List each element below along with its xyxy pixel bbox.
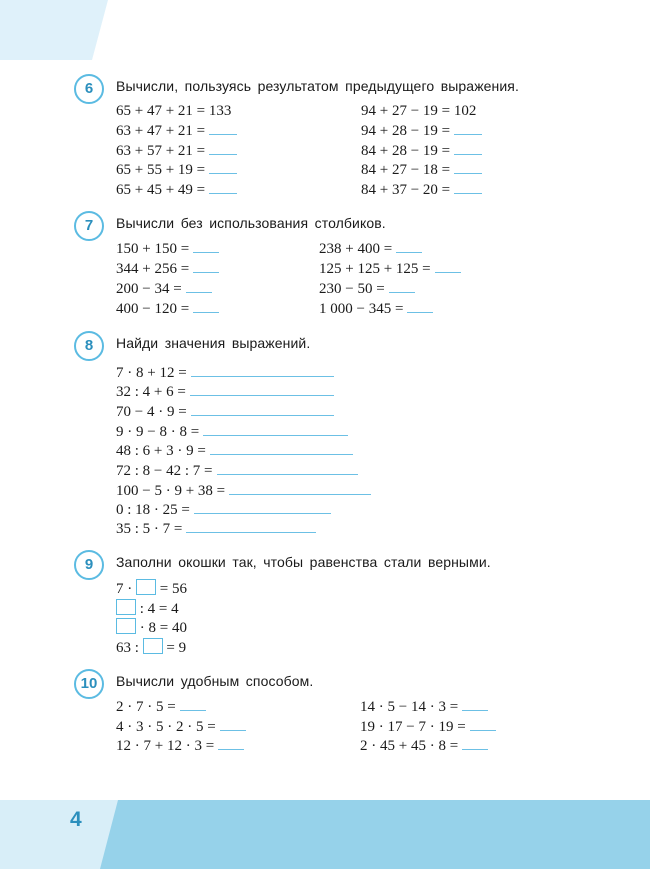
task-number: 6 (74, 74, 104, 104)
answer-line[interactable] (203, 423, 348, 436)
expression: 84 + 28 − 19 = (361, 141, 482, 161)
footer-decor-band (0, 800, 650, 869)
expression: 19 · 17 − 7 · 19 = (360, 717, 496, 737)
expression: 150 + 150 = (116, 239, 219, 259)
expression: 32 : 4 + 6 = (116, 382, 334, 402)
answer-blank[interactable] (454, 122, 482, 135)
expression: 7 · = 56 (116, 581, 187, 597)
expression: 230 − 50 = (319, 279, 415, 299)
answer-blank[interactable] (407, 300, 433, 313)
answer-blank[interactable] (193, 240, 219, 253)
expression: 9 · 9 − 8 · 8 = (116, 422, 348, 442)
expression: 94 + 28 − 19 = (361, 121, 482, 141)
task-instruction: Найди значения выражений. (116, 335, 311, 351)
answer-blank[interactable] (470, 718, 496, 731)
expression: 2 · 45 + 45 · 8 = (360, 736, 488, 756)
answer-blank[interactable] (209, 181, 237, 194)
expression: 7 · 8 + 12 = (116, 363, 334, 383)
answer-line[interactable] (210, 442, 353, 455)
task-9 (74, 550, 634, 662)
expression: 14 · 5 − 14 · 3 = (360, 697, 488, 717)
answer-blank[interactable] (209, 161, 237, 174)
expression: 0 : 18 · 25 = (116, 500, 331, 520)
expression: 400 − 120 = (116, 299, 219, 319)
answer-blank[interactable] (193, 260, 219, 273)
expression: 63 + 57 + 21 = (116, 141, 237, 161)
expression: 63 + 47 + 21 = (116, 121, 237, 141)
task-10 (74, 669, 634, 761)
answer-line[interactable] (190, 383, 334, 396)
expression: : 4 = 4 (116, 599, 179, 619)
task-6 (74, 74, 634, 204)
expression: 84 + 27 − 18 = (361, 160, 482, 180)
answer-blank[interactable] (454, 142, 482, 155)
answer-line[interactable] (229, 482, 371, 495)
expression: 125 + 125 + 125 = (319, 259, 461, 279)
expression: 1 000 − 345 = (319, 299, 433, 319)
expression: 65 + 55 + 19 = (116, 160, 237, 180)
task-number: 9 (74, 550, 104, 580)
task-instruction: Вычисли без использования столбиков. (116, 215, 386, 231)
answer-blank[interactable] (186, 280, 212, 293)
answer-blank[interactable] (193, 300, 219, 313)
expression: 100 − 5 · 9 + 38 = (116, 481, 371, 501)
expression: 2 · 7 · 5 = (116, 697, 206, 717)
expression: 200 − 34 = (116, 279, 212, 299)
expression: 65 + 47 + 21 = 133 (116, 103, 232, 119)
expression: 238 + 400 = (319, 239, 422, 259)
task-instruction: Заполни окошки так, чтобы равенства стали верными. (116, 554, 491, 570)
answer-blank[interactable] (209, 142, 237, 155)
expression: 12 · 7 + 12 · 3 = (116, 736, 244, 756)
answer-blank[interactable] (435, 260, 461, 273)
task-number: 10 (74, 669, 104, 699)
answer-blank[interactable] (220, 718, 246, 731)
answer-blank[interactable] (462, 698, 488, 711)
expression: 48 : 6 + 3 · 9 = (116, 441, 353, 461)
answer-blank[interactable] (454, 181, 482, 194)
expression: 65 + 45 + 49 = (116, 180, 237, 200)
expression: 94 + 27 − 19 = 102 (361, 103, 477, 119)
answer-line[interactable] (191, 403, 334, 416)
answer-box[interactable] (136, 579, 156, 595)
answer-box[interactable] (116, 599, 136, 615)
answer-box[interactable] (116, 618, 136, 634)
answer-line[interactable] (217, 462, 358, 475)
task-instruction: Вычисли, пользуясь результатом предыдущего выражения. (116, 78, 519, 94)
expression: 4 · 3 · 5 · 2 · 5 = (116, 717, 246, 737)
header-decor-band (0, 0, 108, 60)
answer-blank[interactable] (396, 240, 422, 253)
answer-line[interactable] (191, 364, 334, 377)
expression: 70 − 4 · 9 = (116, 402, 334, 422)
task-instruction: Вычисли удобным способом. (116, 673, 314, 689)
expression: 344 + 256 = (116, 259, 219, 279)
task-8 (74, 331, 634, 541)
answer-line[interactable] (186, 520, 316, 533)
expression: 63 : = 9 (116, 640, 187, 656)
answer-blank[interactable] (209, 122, 237, 135)
answer-blank[interactable] (218, 737, 244, 750)
answer-line[interactable] (194, 501, 331, 514)
answer-box[interactable] (143, 638, 163, 654)
task-number: 8 (74, 331, 104, 361)
answer-blank[interactable] (180, 698, 206, 711)
task-number: 7 (74, 211, 104, 241)
page-number: 4 (70, 808, 82, 831)
expression: 35 : 5 · 7 = (116, 519, 316, 539)
answer-blank[interactable] (389, 280, 415, 293)
expression: · 8 = 40 (116, 618, 187, 638)
answer-blank[interactable] (462, 737, 488, 750)
expression: 84 + 37 − 20 = (361, 180, 482, 200)
answer-blank[interactable] (454, 161, 482, 174)
expression: 72 : 8 − 42 : 7 = (116, 461, 358, 481)
task-7 (74, 211, 634, 323)
